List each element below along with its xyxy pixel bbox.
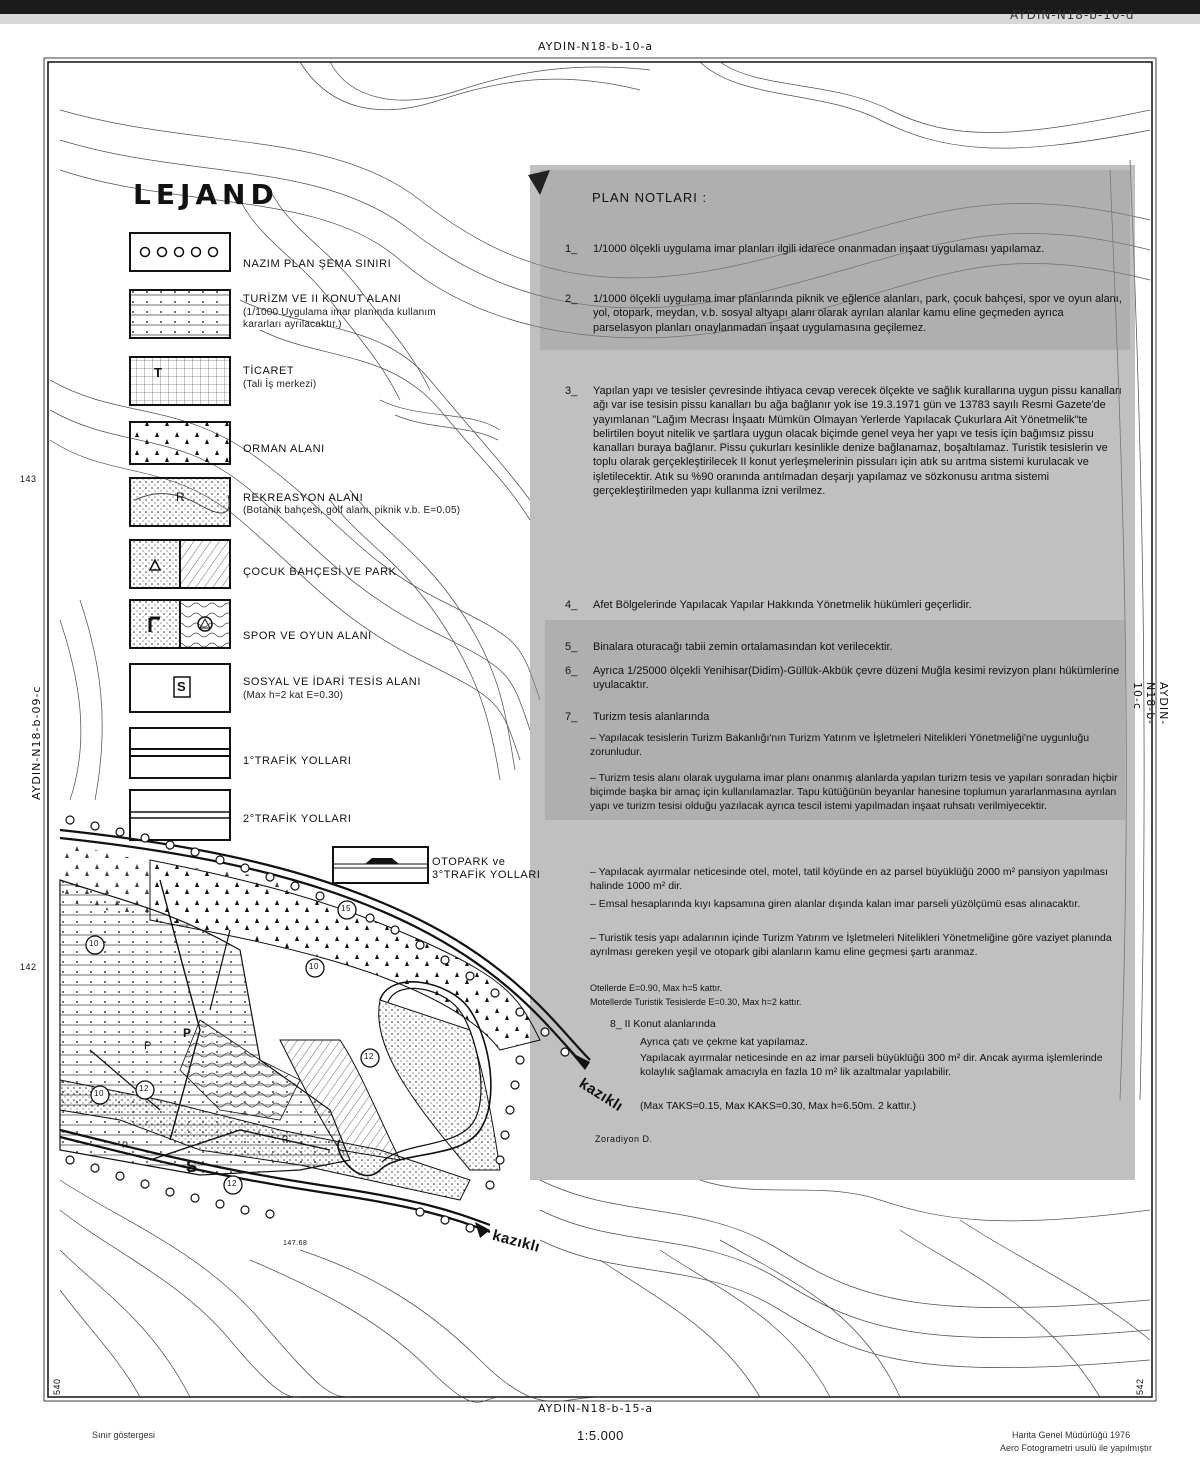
legend-rekreasyon-letter: R [176,490,185,504]
note-number: 2_ [565,293,578,305]
road-number: 12 [227,1179,237,1188]
road-number: 15 [341,904,351,913]
note-text: Binalara oturacağı tabii zemin ortalamasından kot verilecektir. [593,641,893,653]
note-number: 5_ [565,641,578,653]
note-sub-item: – Turizm tesis alanı olarak uygulama imar planı onanmış alanlarda yapılan turizm tesis ve yapıları sonradan hiçbir biçimde başka bir amaç için kullanılamazlar. Tapu kütüğünün beyanlar hanesine toplumun yararlanmasına ayrılan yapı ve turizm tesisi olduğu yazılacak ayrıca tescil istemi yapılmadan inşaat ruhsatı verilmiyecektir. [590,772,1118,812]
legend-item-label: ÇOCUK BAHÇESİ VE PARK [243,566,397,578]
legend-item-sub: 3°TRAFİK YOLLARI [432,869,541,881]
note-number: 6_ [565,665,578,677]
note-text: Turizm tesis alanlarında [593,711,710,723]
zone-letter: P [122,1140,129,1150]
legend-sosyal-letter: S [177,679,186,694]
note-text: Yapılan yapı ve tesisler çevresinde ihtiyaca cevap verecek ölçekte ve sağlık kurallarına uygun pissu kanalları ağı var ise tesisin pissu kanalları bu ağa bağlanır yok ise 19.3.1971 gün ve 13783 sayılı Resmi Gazete'de yayımlanan "Lağım Mecrası İnşaatı Mümkün Olmayan Yerlerde Yapılacak Çukurlara Ait Yönetmelik"te belirtilen boyut nitelik ve şartlara uygun olacak biçimde genel veya her yapı ve tesis için bağımsız pissu kanalları buraya bağlanır. Pissu çukurları kesinlikle denize bağlanamaz, boşaltılamaz. Turistik tesislerin ve toplu olarak gerçekleştirilecek II konut yerleşmelerinin pissuları için atık su arıtma sistemi kurulacak ve işletilecektir. Atık su %90 oranında arıtılmadan deşarjı yapılamaz ve sözkonusu arıtma sistemi gerçekleştirilmeden yapı kullanma izni verilmez. [593,385,1122,498]
note-sub-item: Motellerde Turistik Tesislerde E=0.30, Max h=2 kattır. [590,997,802,1007]
note-item [565,384,1125,498]
sheet-label-bottom: AYDIN-N18-b-15-a [538,1402,654,1415]
sheet-label-top: AYDIN-N18-b-10-a [538,40,654,53]
legend-item-sub: (1/1000 Uygulama imar planında kullanım kararları ayrılacaktır.) [243,307,436,330]
note-sub-item: – Yapılacak tesislerin Turizm Bakanlığı'nın Turizm Yatırım ve İşletmeleri Nitelikleri Yönetmeliği'ne uygunluğu zorunludur. [590,732,1090,758]
legend-item-label: 1°TRAFİK YOLLARI [243,755,352,767]
note-item [565,292,1125,335]
legend-item-label: 2°TRAFİK YOLLARI [243,813,352,825]
road-number: 10 [94,1089,104,1098]
note-text: 1/1000 ölçekli uygulama imar planlarında piknik ve eğlence alanları, park, çocuk bahçesi, spor ve oyun alanı, yol, otopark, meydan, v.b. sosyal altyapı alanı olarak ayrılan alanlar kamu eline geçmeden ayrıca parselasyon planları onaylanmadan inşaat uygulamasına geçilemez. [593,293,1122,334]
note-item [565,598,1125,612]
note-text: Afet Bölgelerinde Yapılacak Yapılar Hakkında Yönetmelik hükümleri geçerlidir. [593,599,972,611]
note-sub-item: – Emsal hesaplarında kıyı kapsamına giren alanlar dışında kalan imar parseli yüzölçümü esas alınacaktır. [590,898,1081,910]
note-konut-item: (Max TAKS=0.15, Max KAKS=0.30, Max h=6.50m. 2 kattır.) [640,1100,916,1112]
legend-item-sub: (Tali İş merkezi) [243,379,317,390]
zone-letter: P [144,1040,152,1052]
legend-ticaret-letter: T [154,365,162,380]
road-number: 10 [309,962,319,971]
legend-item-sub: (Max h=2 kat E=0.30) [243,690,344,701]
kazikli-label-upper: kazıklı [575,1075,627,1116]
note-konut-title: 8_ II Konut alanlarında [610,1018,716,1030]
spot-height: 147.68 [283,1240,308,1247]
note-sub-item: – Turistik tesis yapı adalarının içinde Turizm Yatırım ve İşletmeleri Nitelikleri Yönetmeliğine göre vaziyet planında ayrılması gereken yeşil ve otopark gibi alanların kamu eline geçmesi şartı aranmaz. [590,932,1112,958]
bottom-right-note-1: Harita Genel Müdürlüğü 1976 [1012,1430,1131,1440]
legend-title: LEJAND [133,178,279,211]
note-item [565,640,1125,654]
legend-item-label: TURİZM VE II KONUT ALANI [243,293,402,305]
notes-title: PLAN NOTLARI : [592,190,708,205]
grid-label-142: 142 [20,962,37,972]
street-label: Zoradiyon D. [595,1134,653,1144]
legend-item-label: NAZIM PLAN ŞEMA SINIRI [243,258,392,270]
legend-item-label: OTOPARK ve [432,856,506,868]
legend-item-label: TİCARET [243,365,295,377]
note-konut-item: Yapılacak ayırmalar neticesinde en az imar parseli büyüklüğü 300 m² dir. Ancak ayırma işlemlerinde kolaylık sağlamak amacıyla en fazla 10 m² lik azaltmalar yapılabilir. [640,1052,1103,1078]
grid-label-143: 143 [20,474,37,484]
bottom-right-note-2: Aero Fotogrametri usulü ile yapılmıştır [1000,1443,1153,1453]
road-number: 10 [89,939,99,948]
grid-label-540: 540 [52,1378,62,1395]
note-item [565,710,1125,724]
zone-letter: P [183,1026,192,1040]
note-sub-item: – Yapılacak ayırmalar neticesinde otel, motel, tatil köyünde en az parsel büyüklüğü 2000 m² pansiyon yapılması halinde 1000 m² dir. [590,866,1108,892]
note-number: 3_ [565,385,578,397]
zone-letter: S [186,1157,198,1176]
legend-item-sub: (Botanik bahçesi, golf alanı, piknik v.b. E=0.05) [243,505,461,516]
note-konut-item: Ayrıca çatı ve çekme kat yapılamaz. [640,1036,808,1048]
bottom-left-note: Sınır göstergesi [92,1430,156,1440]
note-number: 1_ [565,243,578,255]
map-scale: 1:5.000 [577,1428,624,1443]
sheet-label-top-right: AYDIN-N18-b-10-d [1010,8,1135,22]
legend-item-label: SOSYAL VE İDARİ TESİS ALANI [243,676,422,688]
note-text: Ayrıca 1/25000 ölçekli Yenihisar(Didim)-Güllük-Akbük çevre düzeni Muğla kesimi revizyon planı hükümlerine uyulacaktır. [593,665,1120,692]
legend-item-label: SPOR VE OYUN ALANI [243,630,372,642]
zone-letter: P [282,1134,289,1144]
road-number: 12 [364,1052,374,1061]
note-number: 4_ [565,599,578,611]
note-item [565,242,1125,256]
note-number: 7_ [565,711,578,723]
note-text: 1/1000 ölçekli uygulama imar planları ilgili idarece onanmadan inşaat uygulaması yapılamaz. [593,243,1045,255]
note-sub-item: Otellerde E=0.90, Max h=5 kattır. [590,983,723,993]
grid-label-542: 542 [1135,1378,1145,1395]
road-number: 12 [139,1084,149,1093]
kazikli-label-lower: kazıklı [490,1227,542,1256]
sheet-label-left: AYDIN-N18-b-09-c [30,685,43,800]
legend-item-label: ORMAN ALANI [243,443,325,455]
sheet-label-right: AYDIN-N18-b-10-c [1131,682,1170,726]
note-item [565,664,1125,693]
legend-item-label: REKREASYON ALANI [243,492,364,504]
